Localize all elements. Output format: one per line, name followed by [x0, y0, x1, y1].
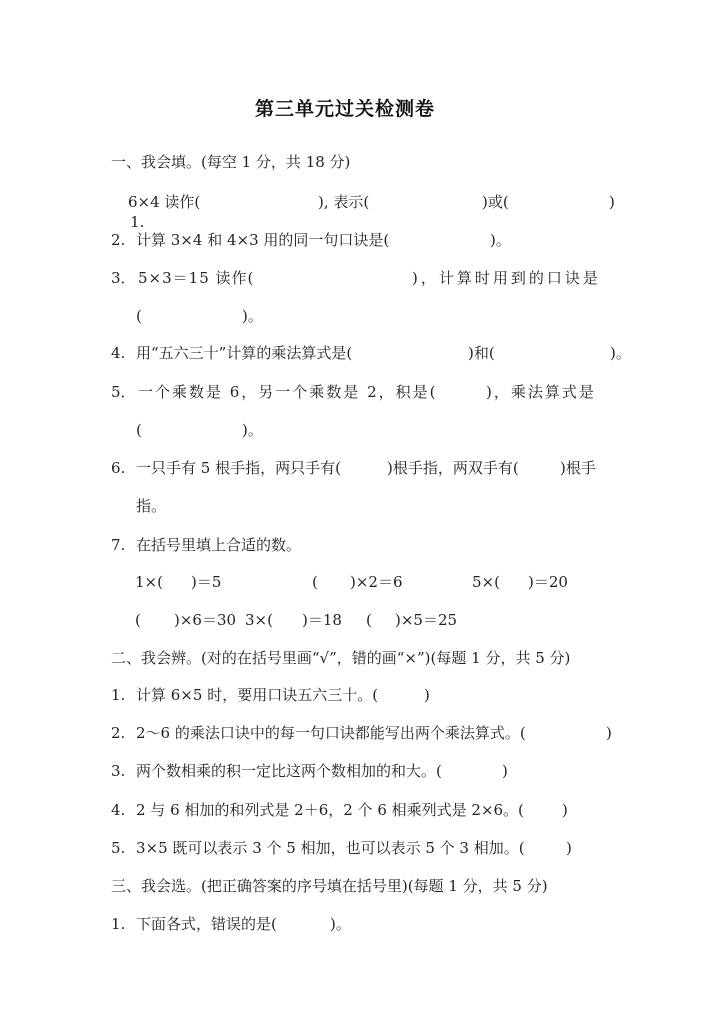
fill-1-pre: 1×( — [135, 573, 163, 591]
fill-6-post: )×5＝25 — [395, 611, 458, 629]
fill-3-post: )＝20 — [528, 573, 568, 591]
s1-question-2-number: 2. — [111, 231, 131, 249]
s2-q5-close: ) — [566, 839, 572, 857]
section-3-heading: 三、我会选。(把正确答案的序号填在括号里)(每题 1 分，共 5 分) — [111, 877, 548, 895]
q5-cont-close: )。 — [242, 421, 263, 439]
fill-2-post: )×2＝6 — [350, 573, 403, 591]
s2-q4-number: 4. — [111, 801, 131, 819]
q6-part-b: )根手指，两双手有( — [387, 459, 519, 477]
s1-question-4-number: 4. — [111, 344, 131, 362]
q1-part-c: )或( — [482, 193, 509, 211]
s2-q1-number: 1. — [111, 686, 131, 704]
page-title: 第三单元过关检测卷 — [254, 98, 435, 120]
q6-cont: 指。 — [136, 497, 167, 515]
s1-question-5-number: 5． — [111, 383, 136, 401]
q7-text: 在括号里填上合适的数。 — [136, 536, 302, 554]
s2-q2-close: ) — [606, 724, 612, 742]
s3-q1-close: )。 — [330, 915, 351, 933]
q6-part-a: 一只手有 5 根手指，两只手有( — [136, 459, 341, 477]
q1-part-b: ), 表示( — [318, 193, 370, 211]
fill-5-pre: 3×( — [245, 611, 273, 629]
q3-part-a: 5×3＝15 读作( — [138, 269, 255, 287]
fill-4-pre: ( — [135, 611, 141, 629]
q1-part-a: 6×4 读作( — [128, 193, 201, 211]
fill-3-pre: 5×( — [472, 573, 500, 591]
s2-q4-close: ) — [562, 801, 568, 819]
q5-part-a: 一个乘数是 6，另一个乘数是 2，积是( — [138, 383, 438, 401]
q5-part-b: )，乘法算式是 — [486, 383, 596, 401]
s2-q2-text: 2～6 的乘法口诀中的每一句口诀都能写出两个乘法算式。( — [136, 724, 526, 742]
section-2-heading: 二、我会辨。(对的在括号里画“√”，错的画“×”)(每题 1 分，共 5 分) — [111, 649, 571, 667]
s1-question-7-number: 7. — [111, 536, 131, 554]
s2-q1-text: 计算 6×5 时，要用口诀五六三十。( — [136, 686, 379, 704]
question-number: 1. — [130, 213, 150, 231]
s2-q4-text: 2 与 6 相加的和列式是 2＋6，2 个 6 相乘列式是 2×6。( — [136, 801, 524, 819]
s2-q3-close: ) — [502, 762, 508, 780]
s2-q3-number: 3. — [111, 762, 131, 780]
q1-part-d: ) — [609, 193, 615, 211]
s3-q1-number: 1. — [111, 915, 131, 933]
fill-4-post: )×6＝30 — [174, 611, 237, 629]
fill-6-pre: ( — [366, 611, 372, 629]
fill-1-post: )＝5 — [191, 573, 222, 591]
q3-cont-open: ( — [136, 307, 142, 325]
s2-q1-close: ) — [424, 686, 430, 704]
s1-question-6-number: 6. — [111, 459, 131, 477]
q6-part-c: )根手 — [560, 459, 596, 477]
q5-cont-open: ( — [136, 421, 142, 439]
q3-cont-close: )。 — [242, 307, 263, 325]
s2-q3-text: 两个数相乘的积一定比这两个数相加的和大。( — [136, 762, 442, 780]
s2-q5-number: 5. — [111, 839, 131, 857]
fill-2-pre: ( — [312, 573, 318, 591]
s2-q2-number: 2. — [111, 724, 131, 742]
s2-q5-text: 3×5 既可以表示 3 个 5 相加，也可以表示 5 个 3 相加。( — [136, 839, 525, 857]
s1-question-3-number: 3． — [111, 269, 136, 287]
q2-part-a: 计算 3×4 和 4×3 用的同一句口诀是( — [136, 231, 390, 249]
q4-part-b: )和( — [468, 344, 495, 362]
q3-part-b: )，计算时用到的口诀是 — [412, 269, 601, 287]
q4-part-a: 用“五六三十”计算的乘法算式是( — [136, 344, 353, 362]
q4-part-c: )。 — [610, 344, 631, 362]
s3-q1-text: 下面各式，错误的是( — [136, 915, 277, 933]
q2-part-b: )。 — [490, 231, 511, 249]
section-1-heading: 一、我会填。(每空 1 分，共 18 分) — [111, 153, 351, 171]
fill-5-post: )＝18 — [302, 611, 342, 629]
